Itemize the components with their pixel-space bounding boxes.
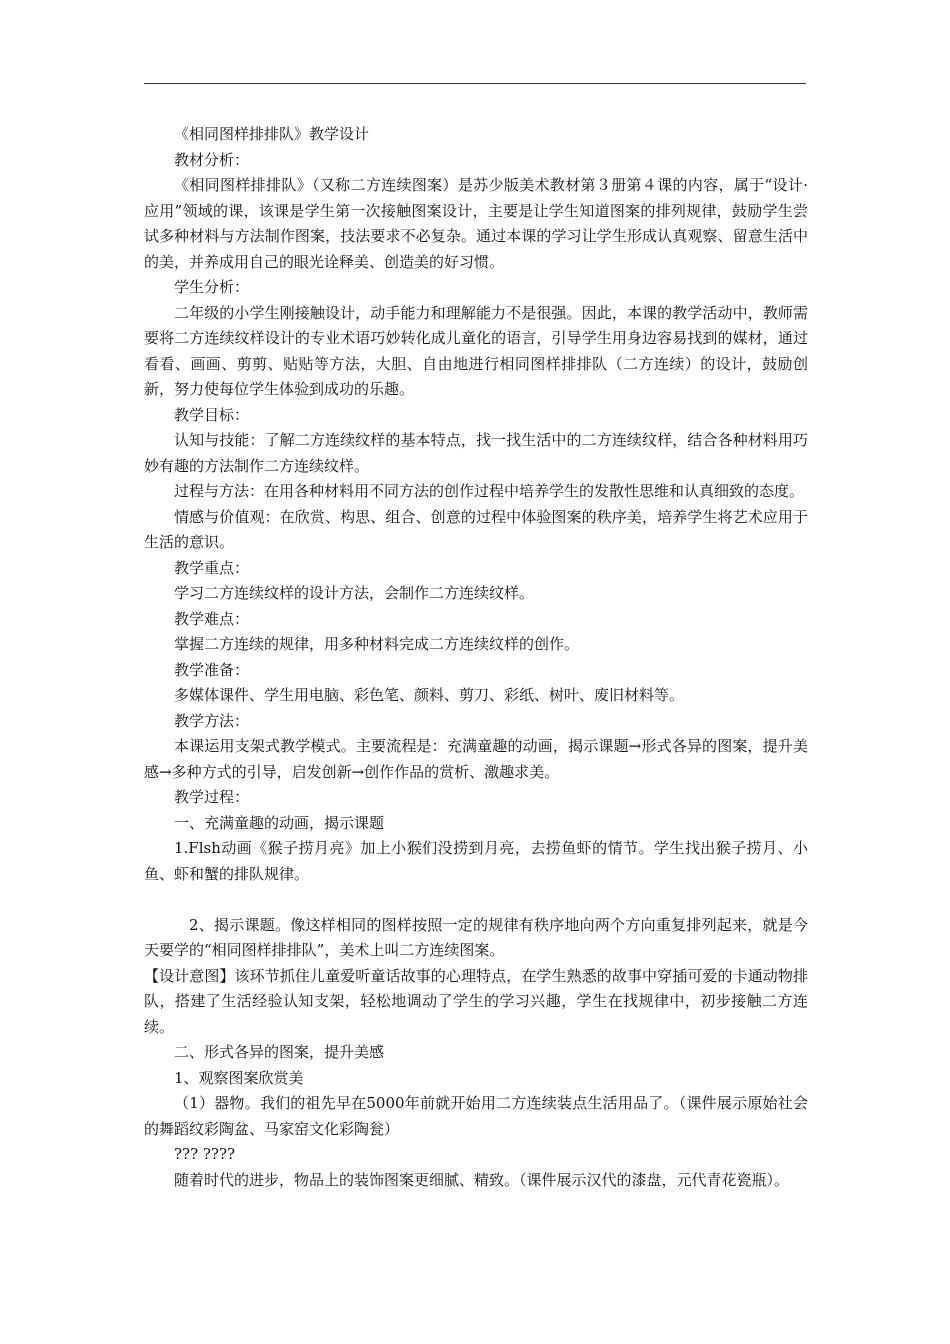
paragraph: 一、充满童趣的动画，揭示课题 (174, 813, 385, 832)
paragraph: 多媒体课件、学生用电脑、彩色笔、颜料、剪刀、彩纸、树叶、废旧材料等。 (174, 686, 685, 704)
paragraph: 教学目标： (174, 405, 250, 424)
paragraph: 情感与价值观：在欣赏、构思、组合、创意的过程中体验图案的秩序美，培养学生将艺术应用于生活的意识。 (144, 507, 808, 551)
paragraph: 《相同图样排排队》（又称二方连续图案）是苏少版美术教材第３册第４课的内容，属于“设计·应用”领域的课，该课是学生第一次接触图案设计，主要是让学生知道图案的排列规律，鼓励学生尝试多种材料与方法制作图案，技法要求不必复杂。通过本课的学习让学生形成认真观察、留意生活中的美，并养成用自己的眼光诠释美、创造美的好习惯。 (144, 176, 808, 271)
paragraph: 教学方法： (174, 711, 250, 730)
paragraph: 2、揭示课题。像这样相同的图样按照一定的规律有秩序地向两个方向重复排列起来，就是今天要学的“相同图样排排队”，美术上叫二方连续图案。 (144, 915, 808, 959)
paragraph: 教学准备： (174, 660, 250, 679)
paragraph: 二、形式各异的图案，提升美感 (174, 1043, 385, 1061)
paragraph: 二年级的小学生刚接触设计，动手能力和理解能力不是很强。因此，本课的教学活动中，教师需要将二方连续纹样设计的专业术语巧妙转化成儿童化的语言，引导学生用身边容易找到的媒材，通过看看、画画、剪剪、贴贴等方法，大胆、自由地进行相同图样排排队（二方连续）的设计，鼓励创新，努力使每位学生体验到成功的乐趣。 (144, 303, 808, 398)
paragraph: 认知与技能：了解二方连续纹样的基本特点，找一找生活中的二方连续纹样，结合各种材料用巧妙有趣的方法制作二方连续纹样。 (144, 431, 808, 475)
paragraph: 学生分析： (174, 278, 250, 296)
paragraph: 教材分析： (174, 150, 250, 169)
paragraph: 1.Flsh动画《猴子捞月亮》加上小猴们没捞到月亮，去捞鱼虾的情节。学生找出猴子捞月、小鱼、虾和蟹的排队规律。 (144, 839, 808, 883)
paragraph: ??? ???? (174, 1145, 236, 1163)
paragraph: 教学过程： (174, 788, 250, 806)
document-body (144, 122, 808, 1193)
paragraph: 【设计意图】该环节抓住儿童爱听童话故事的心理特点，在学生熟悉的故事中穿插可爱的卡通动物排队，搭建了生活经验认知支架，轻松地调动了学生的学习兴趣，学生在找规律中，初步接触二方连续。 (144, 966, 808, 1036)
paragraph: 1、观察图案欣赏美 (174, 1068, 304, 1087)
paragraph: 教学重点： (174, 558, 250, 577)
paragraph: 学习二方连续纹样的设计方法，会制作二方连续纹样。 (174, 584, 535, 602)
paragraph: 本课运用支架式教学模式。主要流程是：充满童趣的动画，揭示课题→形式各异的图案，提升美感→多种方式的引导，启发创新→创作作品的赏析、激趣求美。 (144, 737, 808, 781)
header-rule (144, 83, 806, 84)
blank-line (144, 887, 808, 913)
paragraph: （1）器物。我们的祖先早在5000年前就开始用二方连续装点生活用品了。（课件展示原始社会的舞蹈纹彩陶盆、马家窑文化彩陶瓮） (144, 1094, 808, 1138)
paragraph: 随着时代的进步，物品上的装饰图案更细腻、精致。（课件展示汉代的漆盘，元代青花瓷瓶）。 (174, 1170, 790, 1189)
paragraph: 掌握二方连续的规律，用多种材料完成二方连续纹样的创作。 (174, 635, 580, 653)
paragraph: 过程与方法：在用各种材料用不同方法的创作过程中培养学生的发散性思维和认真细致的态度。 (174, 482, 805, 500)
paragraph: 教学难点： (174, 609, 250, 628)
document-title: 《相同图样排排队》教学设计 (174, 125, 370, 143)
